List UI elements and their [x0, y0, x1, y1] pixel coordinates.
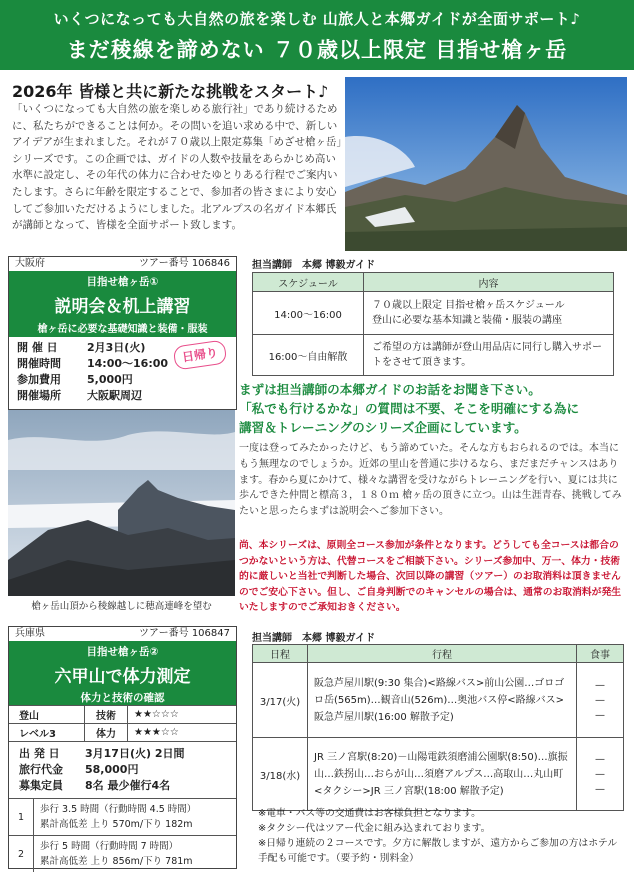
tour2-info-row: [19, 762, 226, 778]
tour2-series: 目指せ槍ヶ岳②: [9, 641, 236, 659]
mountain-photo-icon: [345, 77, 627, 251]
info-value: 58,000円: [85, 763, 138, 776]
info-label: 開催場所: [17, 388, 87, 404]
day-detail: [34, 836, 237, 872]
tour2-box: [8, 626, 237, 869]
tour2-info-row: [19, 778, 226, 794]
grade-stars: ★★☆☆☆: [128, 706, 237, 724]
schedule1-header: 内容: [364, 273, 614, 292]
ridge-photo-icon: [8, 410, 235, 596]
info-value: 5,000円: [87, 373, 133, 386]
info-label: 募集定員: [19, 778, 85, 794]
tour2-subtitle: 体力と技術の確認: [9, 687, 236, 705]
schedule1-header: スケジュール: [253, 273, 364, 292]
info-label: 参加費用: [17, 372, 87, 388]
grade-type: 技術: [85, 706, 128, 724]
schedule2-meals: — — —: [577, 738, 624, 811]
ridge-photo: [8, 410, 235, 596]
day-walk: 歩行 5 時間（行動時間 7 時間）: [40, 839, 235, 854]
schedule2-date: 3/18(水): [253, 738, 308, 811]
tour1-series: 目指せ槍ヶ岳①: [9, 271, 236, 289]
schedule1-content: ７０歳以上限定 目指せ槍ヶ岳スケジュール 登山に必要な基本知識と装備・服装の講座: [364, 292, 614, 335]
schedule2-date: 3/17(火): [253, 663, 308, 738]
schedule1-instructor: 担当講師 本郷 博毅ガイド: [252, 256, 375, 271]
tour1-title: 説明会＆机上講習: [9, 289, 236, 317]
info-label: 出 発 日: [19, 746, 85, 762]
schedule1-row: [253, 292, 614, 335]
message-lead-2: 「私でも行けるかな」の質問は不要、そこを明確にする為に: [239, 399, 629, 418]
notes: [258, 806, 624, 866]
schedule2-route: 阪急芦屋川駅(9:30 集合)<路線バス>前山公園…ゴロゴロ岳(565m)…観音山(526m)…奥池バス停<路線バス>阪急芦屋川駅(16:00 解散予定): [308, 663, 577, 738]
schedule2-header: 食事: [577, 645, 624, 663]
info-value: 大阪駅周辺: [87, 389, 142, 402]
message-lead-1: まずは担当講師の本郷ガイドのお話をお聞き下さい。: [239, 380, 629, 399]
schedule2-meals: — — —: [577, 663, 624, 738]
day-elevation: 累計高低差 上り 570m/下り 182m: [40, 817, 235, 832]
day-no: 2: [9, 836, 34, 872]
photo2-caption: 槍ヶ岳山頂から稜線越しに穂高連峰を望む: [8, 598, 235, 612]
schedule1-time: 16:00～自由解散: [253, 335, 364, 376]
grade-type: 体力: [85, 724, 128, 742]
tour1-info-row: [17, 388, 228, 404]
note-item: ※電車・バス等の交通費はお客様負担となります。: [258, 806, 624, 821]
note-item: ※タクシー代はツアー代金に組み込まれております。: [258, 821, 624, 836]
schedule2-route: JR 三ノ宮駅(8:20)－山陽電鉄須磨浦公園駅(8:50)…旗振山…鉄拐山…おらが山…須磨アルプス…高取山…丸山町<タクシー>JR 三ノ宮駅(18:00 解散予定): [308, 738, 577, 811]
intro-title: 2026年 皆様と共に新たな挑戦をスタート♪: [12, 79, 328, 102]
tour1-region: 大阪府: [15, 257, 45, 271]
tour2-band: [9, 641, 236, 705]
tour1-subtitle: 槍ヶ岳に必要な基礎知識と装備・服装: [9, 317, 236, 335]
info-label: 開 催 日: [17, 340, 87, 356]
message-lead-3: 講習＆トレーニングのシリーズ企画にしています。: [239, 418, 629, 437]
day-elevation: 累計高低差 上り 856m/下り 781m: [40, 854, 235, 869]
schedule2-header: 日程: [253, 645, 308, 663]
message-notice: 尚、本シリーズは、原則全コース参加が条件となります。どうしても全コースは都合のつかないという方は、代替コースをご相談下さい。シリーズ参加中、万一、体力・技術的に厳しいと当社で判断した場合、次回以降の講習（ツアー）のお取消料は頂きませんのでご安心下さい。但し、ご自身判断でのキャンセルの場合は、通常のお取消料が発生いたしますのでご承知おきください。: [239, 538, 624, 616]
message-body: 一度は登ってみたかったけど、もう諦めていた。そんな方もおられるのでは。本当にもう無理なのでしょうか。近郊の里山を普通に歩けるなら、まだまだチャンスはあります。春から夏にかけて、様々な講習を受けながらトレーニングを行い、夏には共に歩んできた仲間と標高３，１８０ｍ 槍ヶ岳の頂きに立つ。山は生涯青春、挑戦してみたいと思ったらまずは説明会へご参加下さい。: [239, 441, 624, 520]
tour2-region: 兵庫県: [15, 627, 45, 641]
tour2-info: [9, 742, 236, 798]
header-title: まだ稜線を諦めない ７０歳以上限定 目指せ槍ヶ岳: [0, 29, 634, 64]
info-value: 2月3日(火): [87, 341, 145, 354]
info-value: 3月17日(火) 2日間: [85, 747, 185, 760]
schedule2-row: [253, 663, 624, 738]
schedule2-row: [253, 738, 624, 811]
tour1-info-row: [17, 372, 228, 388]
tour2-number: ツアー番号 106847: [139, 627, 230, 641]
tour2-day-row: [9, 799, 236, 836]
day-trip-badge: 日帰り: [173, 339, 228, 370]
message-lead: [239, 380, 629, 437]
day-detail: [34, 799, 237, 836]
info-value: 14:00～16:00: [87, 357, 168, 370]
schedule1-time: 14:00～16:00: [253, 292, 364, 335]
schedule2-instructor: 担当講師 本郷 博毅ガイド: [252, 629, 375, 644]
grade-stars: ★★★☆☆: [128, 724, 237, 742]
tour2-days-table: [9, 798, 236, 872]
tour2-title: 六甲山で体力測定: [9, 659, 236, 687]
info-label: 開催時間: [17, 356, 87, 372]
tour2-grade-table: [9, 705, 236, 742]
schedule1-table: [252, 272, 614, 376]
grade-label: 登山: [9, 706, 85, 724]
info-label: 旅行代金: [19, 762, 85, 778]
header-banner: [0, 0, 634, 70]
schedule1-content: ご希望の方は講師が登山用品店に同行し購入サポートをさせて頂きます。: [364, 335, 614, 376]
schedule2-header: 行程: [308, 645, 577, 663]
day-walk: 歩行 3.5 時間（行動時間 4.5 時間）: [40, 802, 235, 817]
tour1-band: [9, 271, 236, 337]
tour1-number: ツアー番号 106846: [139, 257, 230, 271]
schedule2-table: [252, 644, 624, 811]
note-item: ※日帰り連続の２コースです。夕方に解散しますが、遠方からご参加の方はホテル手配も可能です。（要予約・別料金）: [258, 836, 624, 866]
mountain-photo: [345, 77, 627, 251]
day-no: 1: [9, 799, 34, 836]
grade-label: レベル3: [9, 724, 85, 742]
info-value: 8名 最少催行4名: [85, 779, 170, 792]
intro-body: 「いくつになっても大自然の旅を楽しめる旅行社」であり続けるために、私たちができることは何か。その問いを追い求める中で、新しいアイデアが生まれました。それが７０歳以上限定募集「めざせ槍ヶ岳」シリーズです。この企画では、ガイドの人数や技量をあらかじめ高い水準に設定し、その年代の体力に合わせたゆとりある行程でご案内いたします。さらに年齢を限定することで、参加者の皆さまにより安心してご参加いただけるようにしました。北アルプスの名ガイド本郷氏が講師となって、皆様を全面サポート致します。: [12, 101, 344, 234]
tour1-box: [8, 256, 237, 410]
header-tagline: いくつになっても大自然の旅を楽しむ 山旅人と本郷ガイドが全面サポート♪: [0, 0, 634, 29]
schedule1-row: [253, 335, 614, 376]
tour2-info-row: [19, 746, 226, 762]
tour2-day-row: [9, 836, 236, 872]
